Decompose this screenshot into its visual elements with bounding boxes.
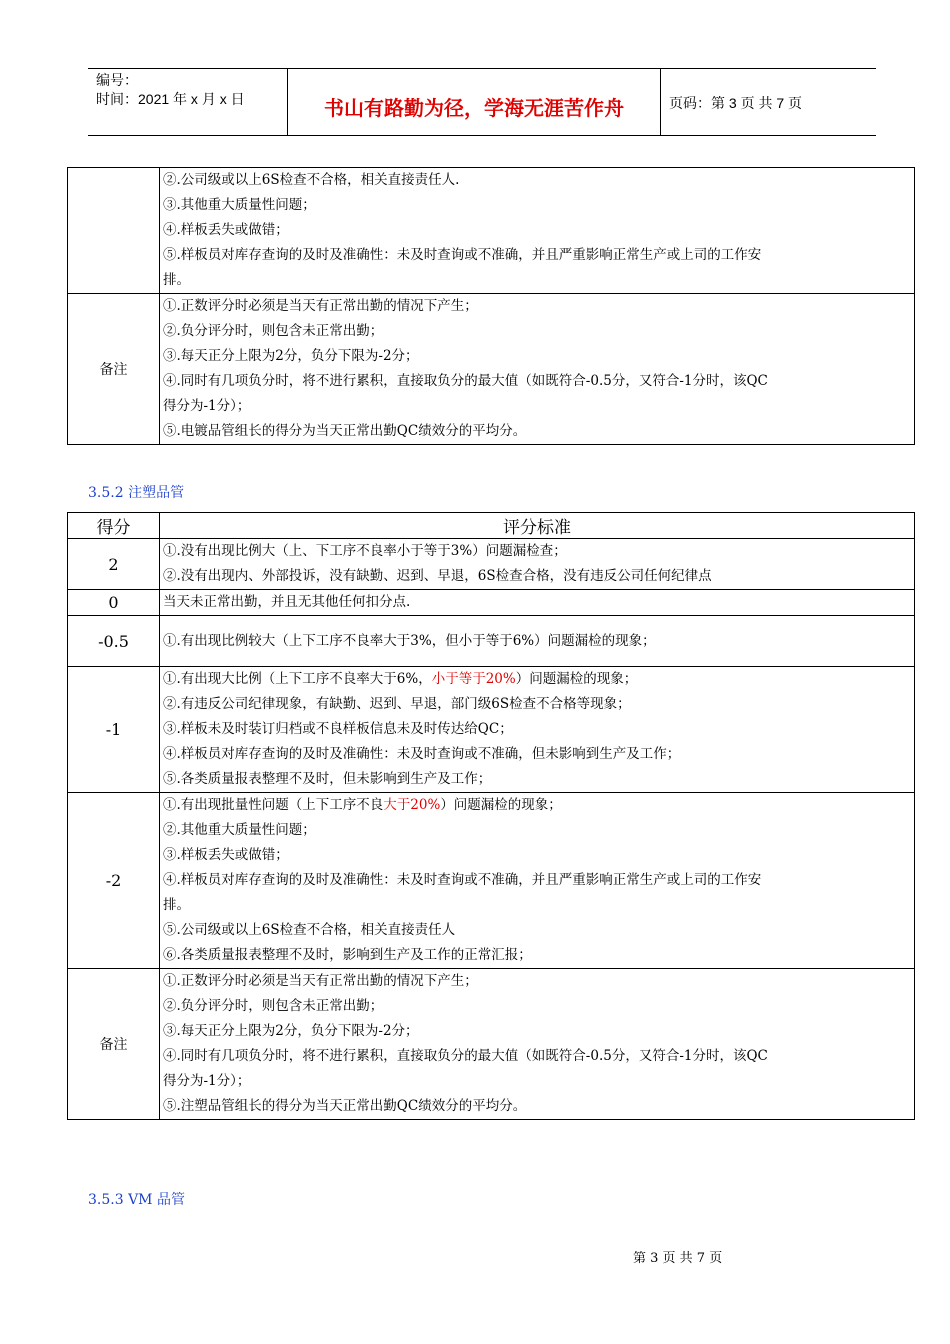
criteria-line: ①.没有出现比例大（上、下工序不良率小于等于3%）问题漏检查； xyxy=(163,543,567,559)
criteria-line: ③.其他重大质量性问题； xyxy=(163,197,316,213)
criteria-line xyxy=(163,793,910,818)
criteria-line: ⑤.注塑品管组长的得分为当天正常出勤QC绩效分的平均分。 xyxy=(163,1098,527,1114)
page-header xyxy=(88,68,876,136)
table-row xyxy=(68,590,915,616)
criteria-line: ②.没有出现内、外部投诉，没有缺勤、迟到、早退，6S检查合格，没有违反公司任何纪律点 xyxy=(163,568,712,584)
row-criteria xyxy=(160,539,915,590)
criteria-line: ③.样板丢失或做错； xyxy=(163,847,289,863)
criteria-line: 排。 xyxy=(163,272,190,288)
table-row xyxy=(68,667,915,793)
table-row xyxy=(68,294,915,445)
header-time: 时间：2021 年 x 月 x 日 xyxy=(96,91,245,107)
criteria-text: ）问题漏检的现象； xyxy=(515,671,638,687)
criteria-text: ①.有出现大比例（上下工序不良率大于6%， xyxy=(163,671,432,687)
criteria-line: ①.正数评分时必须是当天有正常出勤的情况下产生； xyxy=(163,973,478,989)
score-cell: 2 xyxy=(68,539,160,590)
score-cell: -1 xyxy=(68,667,160,793)
criteria-line: ③.每天正分上限为2分，负分下限为-2分； xyxy=(163,1023,419,1039)
header-meta xyxy=(88,69,287,135)
criteria-text: ①.有出现批量性问题（上下工序不良 xyxy=(163,797,384,813)
score-cell: -2 xyxy=(68,793,160,969)
page-footer: 第 3 页 共 7 页 xyxy=(633,1251,723,1266)
row-criteria xyxy=(160,616,915,667)
criteria-line: ①.正数评分时必须是当天有正常出勤的情况下产生； xyxy=(163,298,478,314)
criteria-line: ⑥.各类质量报表整理不及时，影响到生产及工作的正常汇报； xyxy=(163,947,532,963)
criteria-line: 得分为-1分）； xyxy=(163,1073,251,1089)
criteria-line: ④.同时有几项负分时，将不进行累积，直接取负分的最大值（如既符合-0.5分，又符合-1分时，该QC xyxy=(163,1048,768,1064)
criteria-line: ③.每天正分上限为2分，负分下限为-2分； xyxy=(163,348,419,364)
criteria-line: ④.同时有几项负分时，将不进行累积，直接取负分的最大值（如既符合-0.5分，又符合-1分时，该QC xyxy=(163,373,768,389)
row-criteria xyxy=(160,294,915,445)
criteria-line: ⑤.公司级或以上6S检查不合格，相关直接责任人 xyxy=(163,922,456,938)
row-criteria xyxy=(160,667,915,793)
row-label-remarks: 备注 xyxy=(68,294,160,445)
table-row xyxy=(68,168,915,294)
criteria-line: ⑤.各类质量报表整理不及时，但未影响到生产及工作； xyxy=(163,771,492,787)
table-row xyxy=(68,616,915,667)
row-label-remarks: 备注 xyxy=(68,969,160,1120)
table-row xyxy=(68,539,915,590)
criteria-text: ）问题漏检的现象； xyxy=(440,797,562,813)
row-criteria xyxy=(160,168,915,294)
section-heading-352: 3.5.2 注塑品管 xyxy=(88,485,185,501)
highlight-text: 大于20% xyxy=(383,797,441,813)
criteria-line: ②.有违反公司纪律现象，有缺勤、迟到、早退，部门级6S检查不合格等现象； xyxy=(163,696,631,712)
header-criteria: 评分标准 xyxy=(160,513,915,539)
table-header-row xyxy=(68,513,915,539)
criteria-line: ④.样板员对库存查询的及时及准确性：未及时查询或不准确，但未影响到生产及工作； xyxy=(163,746,681,762)
criteria-line: 得分为-1分）； xyxy=(163,398,251,414)
criteria-line xyxy=(163,667,910,692)
criteria-line: ②.其他重大质量性问题； xyxy=(163,822,316,838)
scoring-table xyxy=(67,512,915,1120)
header-number: 编号： xyxy=(96,72,138,88)
criteria-line: ②.负分评分时，则包含未正常出勤； xyxy=(163,998,384,1014)
criteria-line: ④.样板丢失或做错； xyxy=(163,222,289,238)
header-page-info: 页码：第 3 页 共 7 页 xyxy=(669,95,803,111)
score-cell: 0 xyxy=(68,590,160,616)
criteria-line: ①.有出现比例较大（上下工序不良率大于3%，但小于等于6%）问题漏检的现象； xyxy=(163,632,656,649)
criteria-line: 当天未正常出勤，并且无其他任何扣分点. xyxy=(163,594,411,610)
table-continued xyxy=(67,167,915,445)
criteria-line: ⑤.电镀品管组长的得分为当天正常出勤QC绩效分的平均分。 xyxy=(163,423,527,439)
table-row xyxy=(68,793,915,969)
header-motto: 书山有路勤为径，学海无涯苦作舟 xyxy=(287,69,661,135)
criteria-line: ⑤.样板员对库存查询的及时及准确性：未及时查询或不准确，并且严重影响正常生产或上司的工作安 xyxy=(163,247,762,263)
criteria-line: ②.负分评分时，则包含未正常出勤； xyxy=(163,323,384,339)
criteria-line: ②.公司级或以上6S检查不合格，相关直接责任人. xyxy=(163,172,460,188)
row-label xyxy=(68,168,160,294)
row-criteria xyxy=(160,590,915,616)
criteria-line: 排。 xyxy=(163,897,190,913)
row-criteria xyxy=(160,793,915,969)
criteria-line: ④.样板员对库存查询的及时及准确性：未及时查询或不准确，并且严重影响正常生产或上司的工作安 xyxy=(163,872,762,888)
highlight-text: 小于等于20% xyxy=(431,671,516,687)
table-row xyxy=(68,969,915,1120)
score-cell: -0.5 xyxy=(68,616,160,667)
section-heading-353: 3.5.3 VM 品管 xyxy=(88,1192,185,1208)
criteria-line: ③.样板未及时装订归档或不良样板信息未及时传达给QC； xyxy=(163,721,513,737)
row-criteria xyxy=(160,969,915,1120)
header-score: 得分 xyxy=(68,513,160,539)
